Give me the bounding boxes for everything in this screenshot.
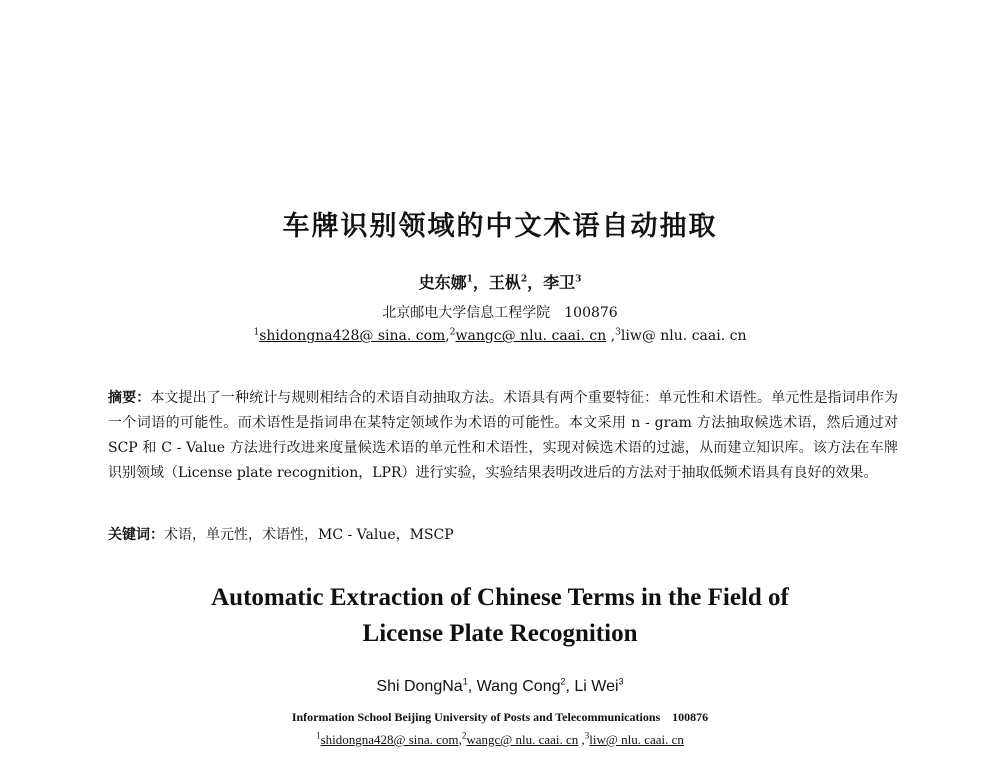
english-authors: Shi DongNa$^1$, Wang Cong$^2$, Li Wei$^3$: [376, 676, 624, 695]
author-name: 史东娜: [418, 273, 467, 292]
chinese-affiliation: 北京邮电大学信息工程学院 100876: [382, 305, 618, 321]
author-sup: 2: [520, 274, 528, 285]
abstract-label: 摘要：: [108, 390, 151, 406]
author-sup: 1: [466, 274, 473, 285]
english-affiliation: Information School Beijing University of Posts and Telecommunications 100876: [291, 710, 709, 724]
email-link[interactable]: liw@ nlu. caai. cn: [620, 328, 747, 344]
email-link[interactable]: liw@ nlu. caai. cn: [589, 732, 684, 747]
email-link[interactable]: wangc@ nlu. caai. cn: [455, 328, 607, 344]
email-sup: 1: [316, 730, 321, 741]
email-sup: 3: [615, 327, 621, 338]
email-sup: 2: [461, 730, 467, 741]
author-separator: ，: [527, 273, 544, 292]
chinese-keywords: [108, 524, 898, 546]
author-sup: 1: [462, 676, 468, 687]
email-sup: 3: [584, 730, 590, 741]
author-name: Li Wei: [574, 678, 619, 695]
email-sup: 2: [449, 327, 456, 338]
english-title-line2: License Plate Recognition: [362, 620, 638, 647]
author-name: Shi DongNa: [376, 678, 463, 695]
keywords-label: 关键词：: [108, 527, 164, 543]
author-sup: 3: [618, 676, 624, 687]
author-sup: 3: [575, 274, 582, 285]
chinese-abstract: [108, 386, 898, 486]
abstract-text: 本文提出了一种统计与规则相结合的术语自动抽取方法。术语具有两个重要特征：单元性和术语性。单元性是指词串作为一个词语的可能性。而术语性是指词串在某特定领域作为术语的可能性。本文采用 n - gram 方法抽取候选术语，然后通过对 SCP 和 C - Value 方法进行改进来度量候选术语的单元性和术语性，实现对候选术语的过滤，从而建立知识库。该方法在车牌识别领域（License plate recognition，LPR）进行实验，实验结果表明改进后的方法对于抽取低频术语具有良好的效果。: [108, 390, 898, 481]
email-link[interactable]: shidongna428@ sina. com: [320, 732, 459, 747]
email-sup: 1: [253, 327, 260, 338]
email-link[interactable]: wangc@ nlu. caai. cn: [466, 732, 579, 747]
author-separator: ，: [472, 273, 489, 292]
email-link[interactable]: shidongna428@ sina. com: [259, 328, 446, 344]
english-emails: $^1$shidongna428@ sina. com,$^2$wangc@ nlu. caai. cn ,$^3$liw@ nlu. caai. cn: [316, 730, 684, 747]
keywords-text: 术语，单元性，术语性，MC - Value，MSCP: [164, 527, 454, 543]
english-title-line1: Automatic Extraction of Chinese Terms in the Field of: [211, 584, 789, 611]
author-name: 李卫: [543, 273, 576, 292]
chinese-emails: $^1$shidongna428@ sina. com,$^2$wangc@ nlu. caai. cn ,$^3$liw@ nlu. caai. cn: [253, 327, 747, 344]
author-name: Wang Cong: [476, 678, 561, 695]
author-name: 王枞: [488, 273, 521, 292]
author-sup: 2: [560, 676, 566, 687]
chinese-title: 车牌识别领域的中文术语自动抽取: [282, 211, 718, 242]
chinese-authors: [0, 270, 1000, 293]
